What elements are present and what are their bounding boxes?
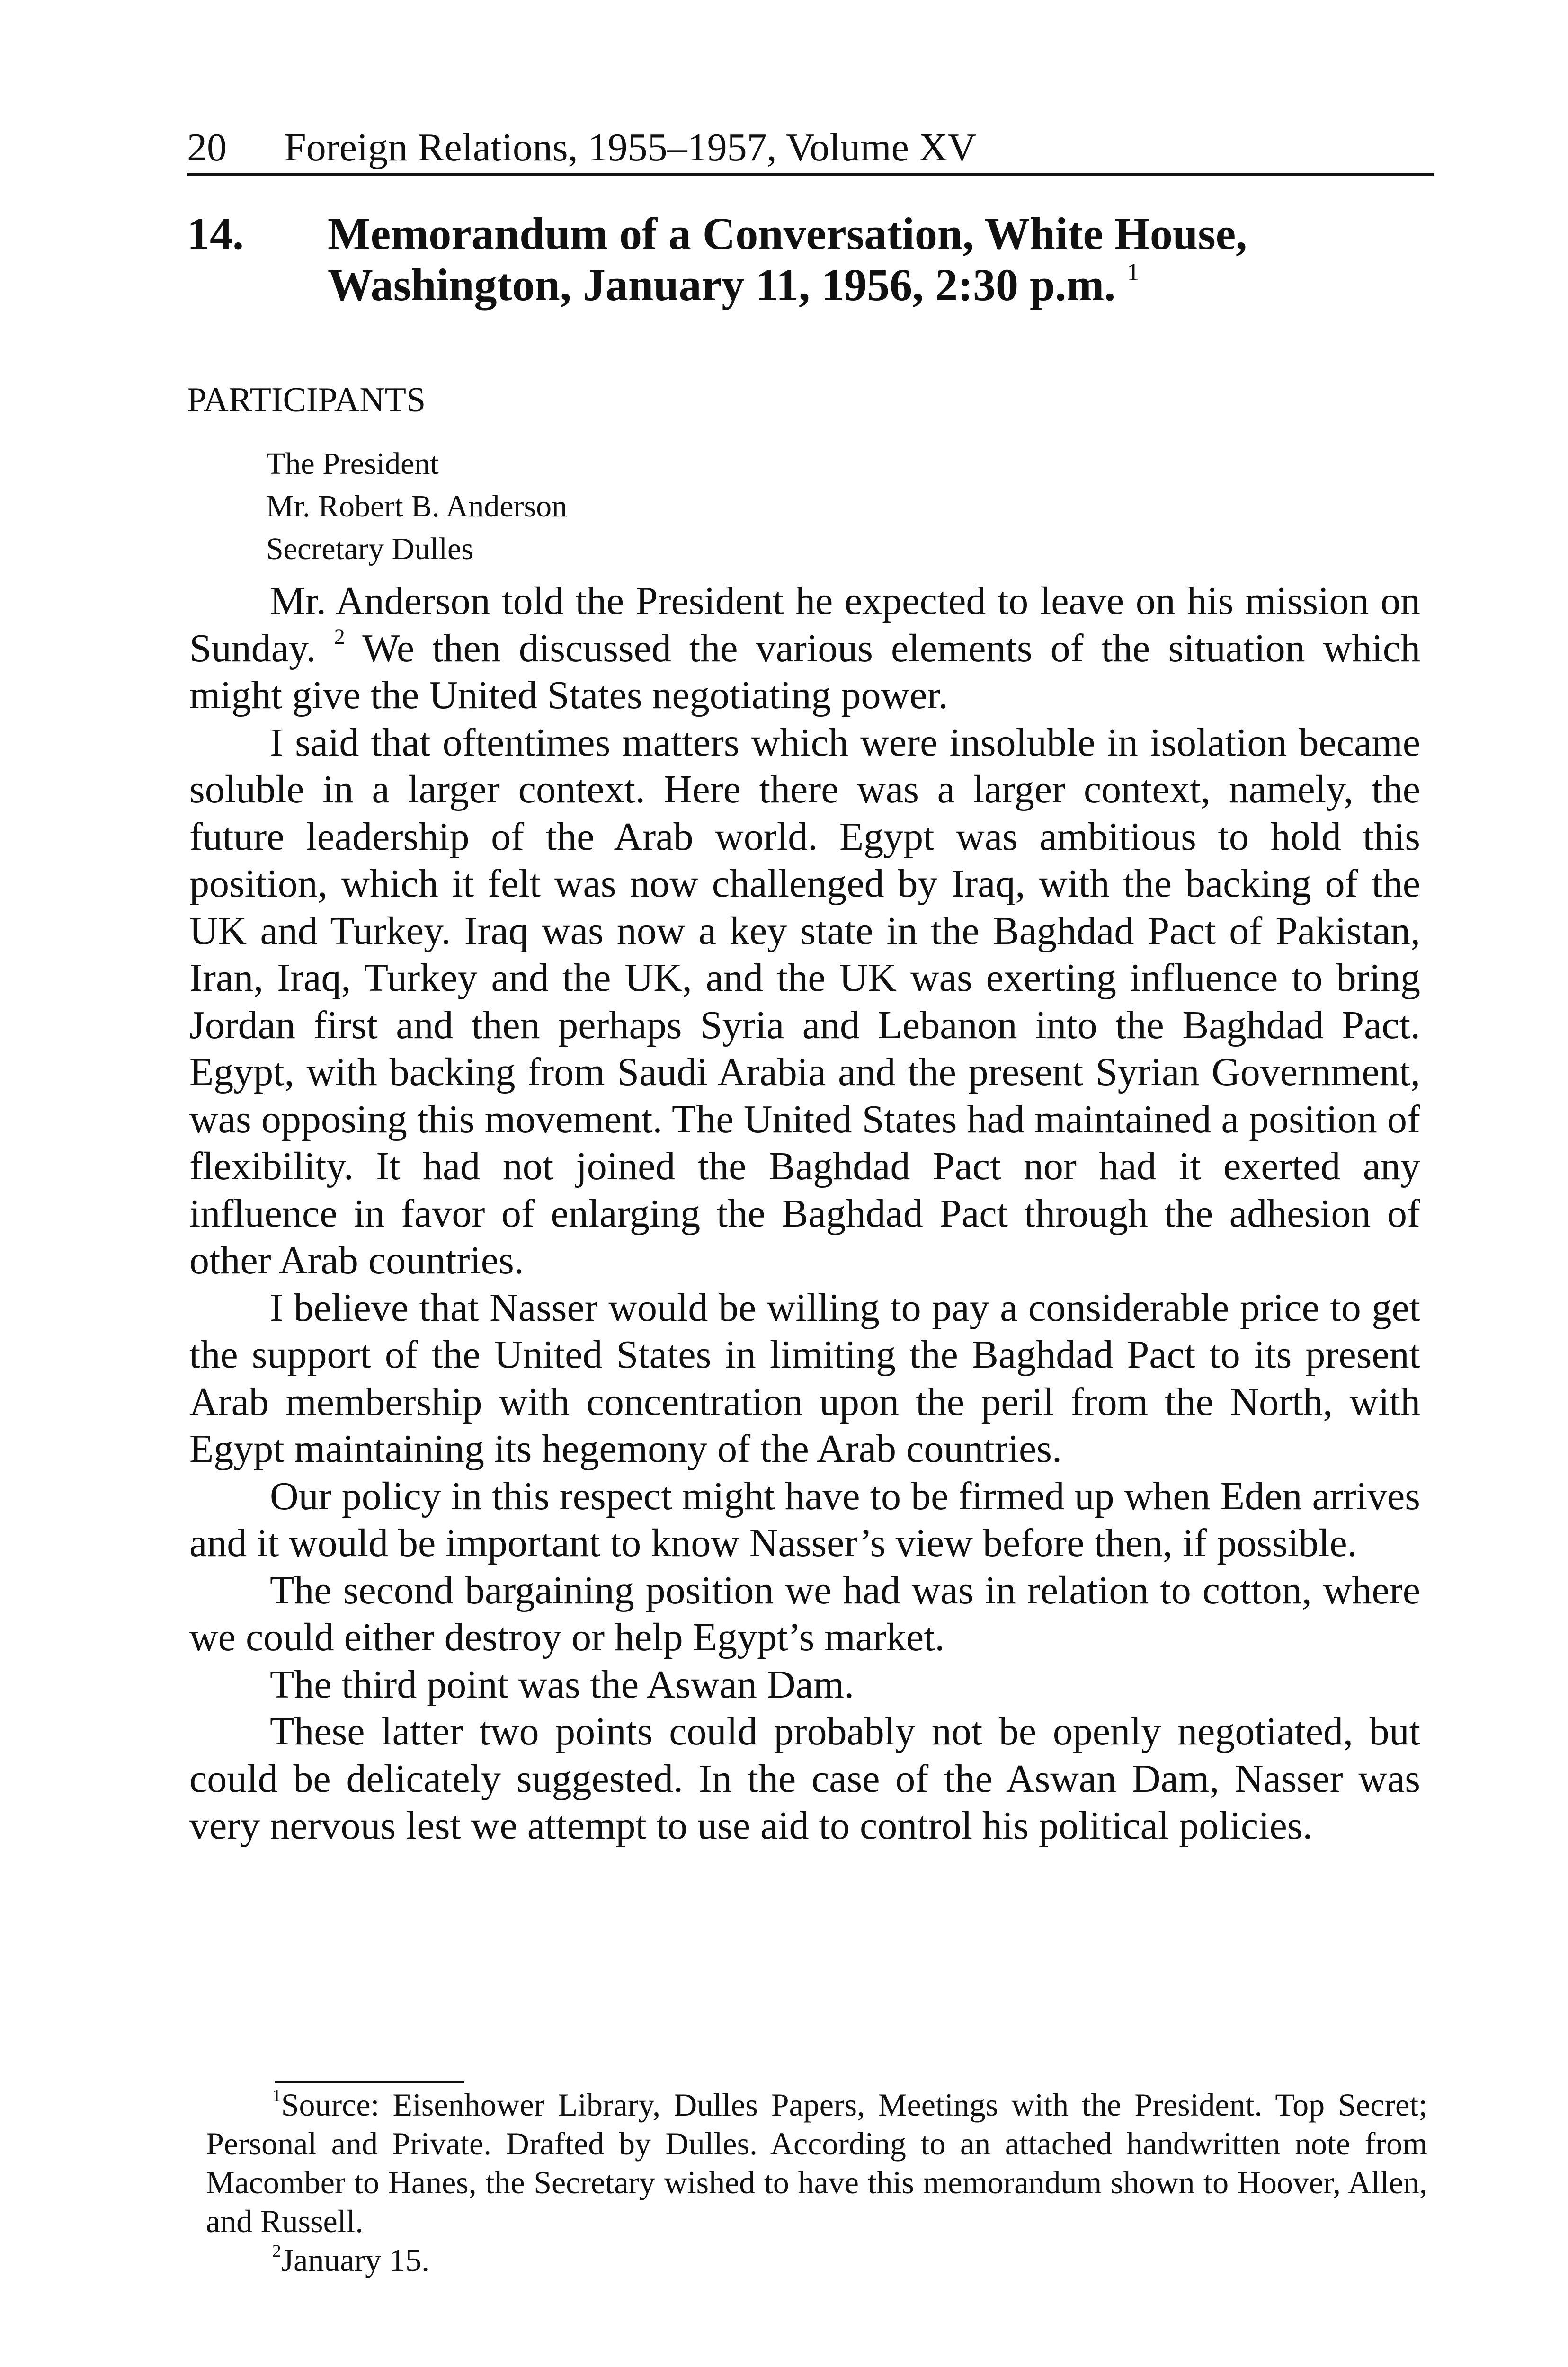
document-title-line1: Memorandum of a Conversation, White House, [328,208,1247,259]
body-paragraph: These latter two points could probably not be openly negotiated, but could be delicately suggested. In the case of the Aswan Dam, Nasser was very nervous lest we attempt to use aid to control his political policies. [189,1709,1420,1848]
participant-name: Mr. Robert B. Anderson [266,489,568,524]
paragraph-text: Mr. Anderson told the President he expected to leave on his mission on Sunday. [189,579,1420,670]
participants-list [266,443,567,570]
body-paragraph: Our policy in this respect might have to be firmed up when Eden arrives and it would be important to know Nasser’s view before then, if possible. [189,1474,1420,1565]
footnote-text: January 15. [281,2242,430,2278]
footnotes [206,2085,1427,2279]
participants-label: PARTICIPANTS [187,381,426,419]
document-number: 14. [187,208,244,259]
body-paragraph: The third point was the Aswan Dam. [270,1662,855,1707]
running-head [187,124,1434,176]
participant-name: The President [266,446,439,481]
footnote-reference: 2 [334,624,345,649]
body-paragraph: I said that oftentimes matters which were insoluble in isolation became soluble in a larger context. Here there was a larger context, namely, the future leadership of the Arab world. Egypt was ambitious to hold this position, which it felt was now challenged by Iraq, with the backing of the UK and Turkey. Iraq was now a key state in the Baghdad Pact of Pakistan, Iran, Iraq, Turkey and the UK, and the UK was exerting influence to bring Jordan first and then perhaps Syria and Lebanon into the Baghdad Pact. Egypt, with backing from Saudi Arabia and the present Syrian Government, was opposing this movement. The United States had maintained a position of flexibility. It had not joined the Baghdad Pact nor had it exerted any influence in favor of enlarging the Baghdad Pact through the adhesion of other Arab countries. [189,720,1420,1282]
footnote-reference: 1 [1127,258,1140,286]
body-paragraph: I believe that Nasser would be willing to pay a considerable price to get the support of the United States in limiting the Baghdad Pact to its present Arab membership with concentration upon the peril from the North, with Egypt maintaining its hegemony of the Arab countries. [189,1285,1420,1471]
footnote [206,2085,1427,2241]
running-title: Foreign Relations, 1955–1957, Volume XV [284,125,977,169]
footnote [206,2241,1427,2279]
footnote-divider [275,2081,464,2083]
body-paragraph: The second bargaining position we had was in relation to cotton, where we could either destroy or help Egypt’s market. [189,1568,1420,1659]
body-paragraph [189,578,1420,719]
page-number: 20 [187,125,227,169]
footnote-marker: 1 [272,2086,281,2106]
memorandum-body [189,578,1420,1850]
paragraph-text: We then discussed the various elements of the situation which might give the United States negotiating power. [189,626,1421,717]
document-title-line2: Washington, January 11, 1956, 2:30 p.m. [328,259,1116,310]
footnote-marker: 2 [272,2242,281,2261]
document-title [328,208,1417,311]
footnote-text: Source: Eisenhower Library, Dulles Papers, Meetings with the President. Top Secret; Personal and Private. Drafted by Dulles. According to an attached handwritten note from Macomber to Hanes, the Secretary wished to have this memorandum shown to Hoover, Allen, and Russell. [206,2087,1427,2239]
participant-name: Secretary Dulles [266,532,473,566]
